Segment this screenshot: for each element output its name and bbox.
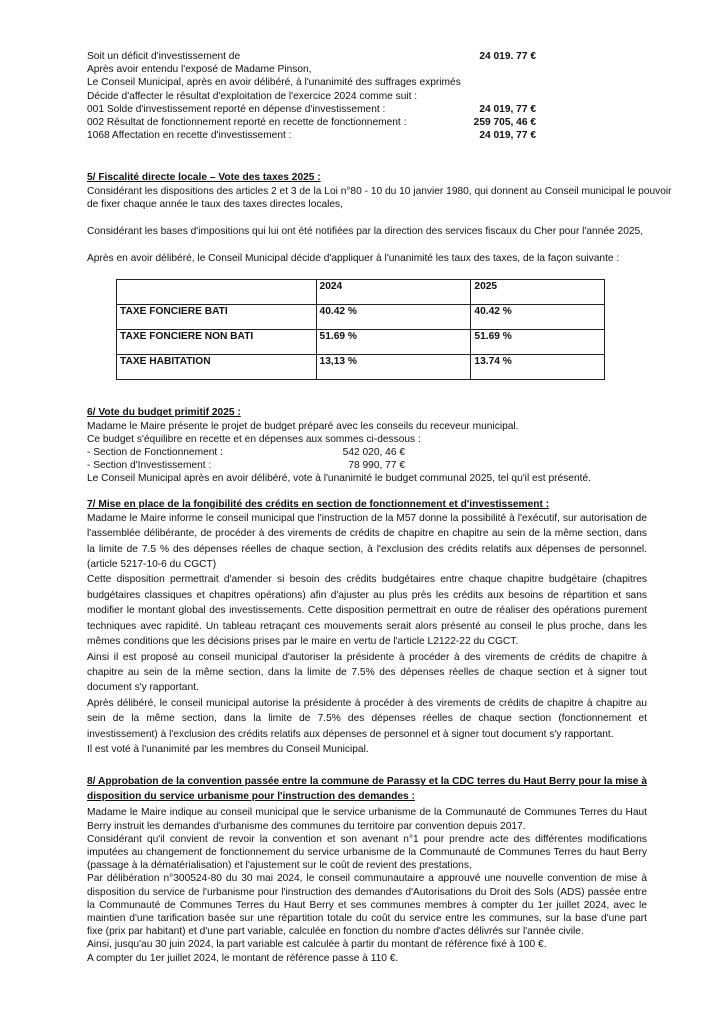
table-row xyxy=(117,355,605,380)
budget-row-investissement xyxy=(87,459,647,472)
section7-heading: 7/ Mise en place de la fongibilité des crédits en section de fonctionnement et d'investissement : xyxy=(87,498,550,510)
rate-2024-cell: 51.69 % xyxy=(316,330,471,355)
table-header-cell: 2024 xyxy=(316,280,471,305)
budget-value: 78 990, 77 € xyxy=(348,460,405,472)
section7-paragraph: Il est voté à l'unanimité par les membres du Conseil Municipal. xyxy=(87,743,369,755)
affectation-label: 002 Résultat de fonctionnement reporté en recette de fonctionnement : xyxy=(87,117,407,129)
budget-label: - Section d'Investissement : xyxy=(87,460,212,472)
expose-line: Après avoir entendu l'exposé de Madame Pinson, xyxy=(87,64,312,76)
budget-value: 542 020, 46 € xyxy=(342,447,405,459)
section6-text: Le Conseil Municipal après en avoir délibéré, vote à l'unanimité le budget communal 2025, tel qu'il est présenté. xyxy=(87,473,591,485)
section5-heading: 5/ Fiscalité directe locale – Vote des taxes 2025 : xyxy=(87,172,321,184)
section7-paragraph: Ainsi il est proposé au conseil municipal d'autoriser la présidente à procéder à des virements de crédits de chapitre à chapitre au sein de la même section, dans la limite de 7.5% des dépenses réelles de chaque section et à signer tout document s'y rapportant. xyxy=(87,651,647,694)
table-header-cell: 2025 xyxy=(471,280,605,305)
section7-paragraph: Après délibéré, le conseil municipal autorise la présidente à procéder à des virements de crédits de chapitre à chapitre au sein de la même section, dans la limite de 7.5% des dépenses réelles de chaque section (fonctionnement et investissement) à l'exclusion des crédits relatifs aux dépenses de personnel et à signer tout document s'y rapportant. xyxy=(87,697,647,740)
section6-text: Ce budget s'équilibre en recette et en dépenses aux sommes ci-dessous : xyxy=(87,433,421,445)
rate-2024-cell: 40.42 % xyxy=(316,305,471,330)
tax-rates-table xyxy=(116,279,605,380)
affectation-amount: 24 019, 77 € xyxy=(479,130,536,142)
rate-2025-cell: 13.74 % xyxy=(471,355,605,380)
tax-name-cell: TAXE HABITATION xyxy=(117,355,317,380)
section5-text: Après en avoir délibéré, le Conseil Municipal décide d'appliquer à l'unanimité les taux des taxes, de la façon suivante : xyxy=(87,253,620,265)
deficit-amount: 24 019. 77 € xyxy=(479,51,536,62)
section6-text: Madame le Maire présente le projet de budget préparé avec les conseils du receveur municipal. xyxy=(87,420,519,432)
section8-paragraph: A compter du 1er juillet 2024, le montant de référence passe à 110 €. xyxy=(87,952,399,964)
rate-2025-cell: 51.69 % xyxy=(471,330,605,355)
section5-text: Considérant les dispositions des articles 2 et 3 de la Loi n°80 - 10 du 10 janvier 1980, qui donnent au Conseil municipal le pouvoir xyxy=(87,185,672,197)
section5-text: de fixer chaque année le taux des taxes directes locales, xyxy=(87,198,343,210)
affectation-amount: 259 705, 46 € xyxy=(473,117,536,129)
section6-heading: 6/ Vote du budget primitif 2025 : xyxy=(87,407,241,419)
section8-paragraph: Madame le Maire indique au conseil municipal que le service urbanisme de la Communauté de Communes Terres du Haut Berry instruit les demandes d'urbanisme des communes du territoire par convention depuis 2017. xyxy=(87,807,647,832)
table-header-cell xyxy=(117,280,317,305)
document-page xyxy=(87,50,672,965)
table-row xyxy=(117,305,605,330)
rate-2024-cell: 13,13 % xyxy=(316,355,471,380)
section7-paragraph: Madame le Maire informe le conseil municipal que l'instruction de la M57 donne la possibilité à l'exécutif, sur autorisation de l'assemblée délibérante, de procéder à des virements de crédits de chapitre en chapitre au sein de la même section, dans la limite de 7.5 % des dépenses réelles de chaque section, à l'exclusion des crédits relatifs aux dépenses de personnel. (article 5217-10-6 du CGCT) xyxy=(87,512,647,571)
budget-row-fonctionnement xyxy=(87,446,647,459)
deficit-label: Soit un déficit d'investissement de xyxy=(87,51,241,62)
budget-label: - Section de Fonctionnement : xyxy=(87,447,223,459)
affectation-amount: 24 019, 77 € xyxy=(479,103,536,115)
affectation-label: 1068 Affectation en recette d'investissement : xyxy=(87,130,292,142)
section8-paragraph: Considérant qu'il convient de revoir la convention et son avenant n°1 pour prendre acte des différentes modifications imputées au changement de fonctionnement du service urbanisme de la Communauté de Communes Terres du haut Berry (passage à la dématérialisation) et l'ajustement sur le coût de revient des prestations, xyxy=(87,833,647,872)
affectation-row xyxy=(87,103,536,116)
affectation-row xyxy=(87,129,536,142)
tax-name-cell: TAXE FONCIERE BATI xyxy=(117,305,317,330)
affectation-row xyxy=(87,116,536,129)
rate-2025-cell: 40.42 % xyxy=(471,305,605,330)
deficit-row xyxy=(87,50,536,63)
decide-line: Décide d'affecter le résultat d'exploitation de l'exercice 2024 comme suit : xyxy=(87,90,418,102)
affectation-label: 001 Solde d'investissement reporté en dépense d'investissement : xyxy=(87,103,386,115)
section8-heading: 8/ Approbation de la convention passée entre la commune de Parassy et la CDC terres du Haut Berry pour la mise à disposition du service urbanisme pour l'instruction des demandes : xyxy=(87,776,647,802)
section8-paragraph: Ainsi, jusqu'au 30 juin 2024, la part variable est calculée à partir du montant de référence fixé à 100 €. xyxy=(87,939,547,951)
section5-text: Considérant les bases d'impositions qui lui ont été notifiées par la direction des services fiscaux du Cher pour l'année 2025, xyxy=(87,226,644,238)
tax-name-cell: TAXE FONCIERE NON BATI xyxy=(117,330,317,355)
section7-paragraph: Cette disposition permettrait d'amender si besoin des crédits budgétaires entre chaque chapitre budgétaire (chapitres budgétaires classiques et chapitres opérations) afin d'ajuster au plus près les crédits aux besoins de répartition et sans modifier le montant global des investissements. Cette disposition permettrait en outre de réaliser des opérations purement techniques avec rapidité. Un tableau retraçant ces mouvements serait alors présenté au conseil le plus proche, dans les mêmes conditions que les décisions prises par le maire en vertu de l'article L2122-22 du CGCT. xyxy=(87,574,647,648)
table-header-row xyxy=(117,280,605,305)
table-row xyxy=(117,330,605,355)
deliberation-line: Le Conseil Municipal, après en avoir délibéré, à l'unanimité des suffrages exprimés xyxy=(87,77,461,89)
section8-paragraph: Par délibération n°300524-80 du 30 mai 2024, le conseil communautaire a approuvé une nouvelle convention de mise à disposition du service de l'urbanisme pour l'instruction des demandes d'Autorisations du Droit des Sols (ADS) passée entre la Communauté de Communes Terres du Haut Berry et ses communes membres à compter du 1er juillet 2024, avec le maintien d'une tarification basée sur une répartition totale du coût du service entre les communes, sur la base d'une part fixe (prix par habitant) et d'une part variable, calculée en fonction du nombre d'actes délivrés sur l'année civile. xyxy=(87,873,647,938)
